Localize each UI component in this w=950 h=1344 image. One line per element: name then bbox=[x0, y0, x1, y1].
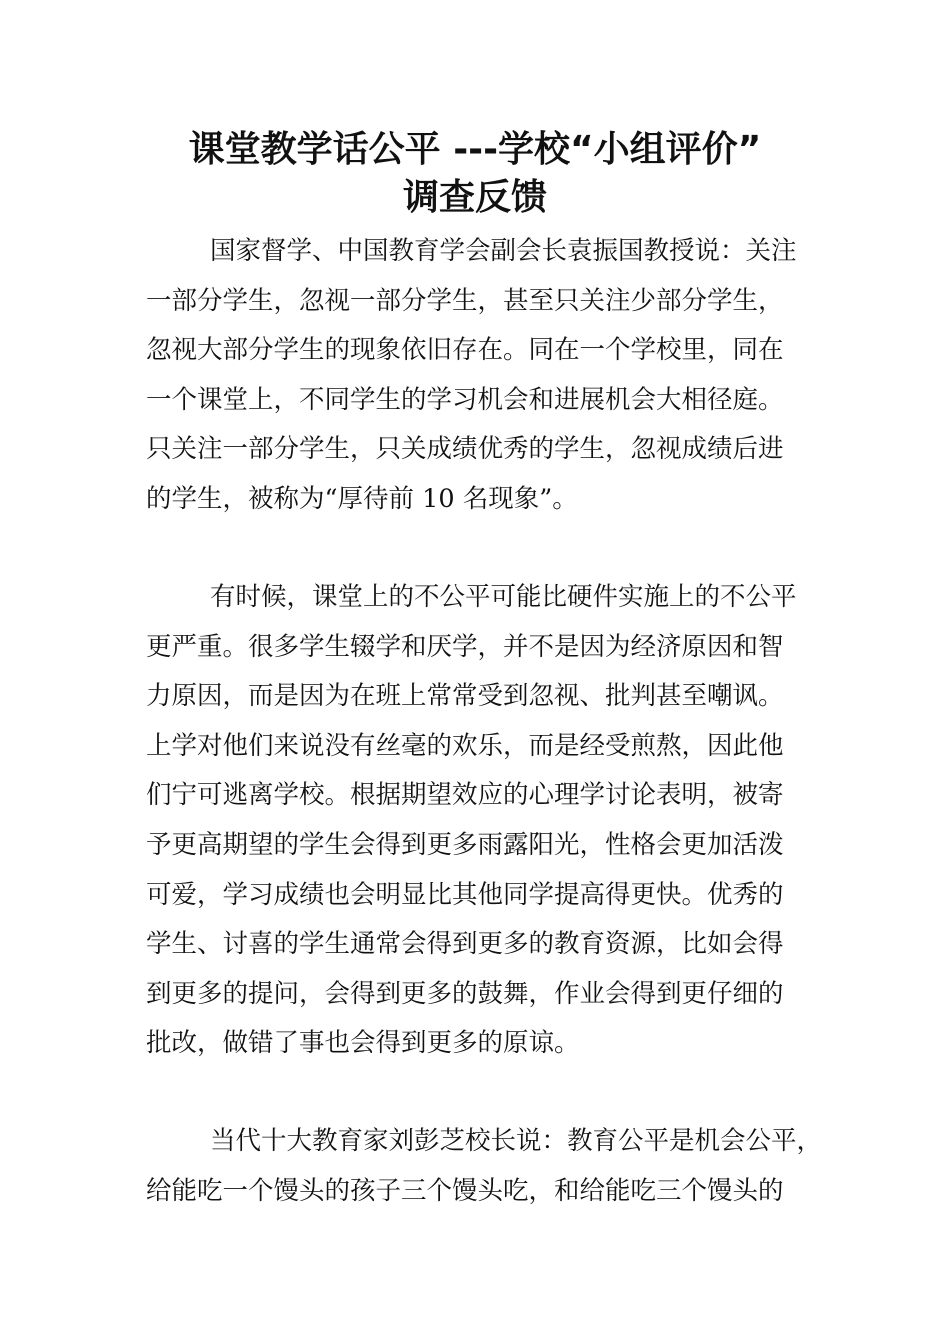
paragraph-line: 们宁可逃离学校。根据期望效应的心理学讨论表明，被寄 bbox=[146, 780, 784, 811]
paragraph-line: 予更高期望的学生会得到更多雨露阳光，性格会更加活泼 bbox=[146, 829, 784, 860]
paragraph-line: 给能吃一个馒头的孩子三个馒头吃，和给能吃三个馒头的 bbox=[146, 1175, 784, 1206]
paragraph-3 bbox=[146, 1117, 826, 1216]
paragraph-line: 到更多的提问，会得到更多的鼓舞，作业会得到更仔细的 bbox=[146, 978, 784, 1009]
paragraph-1 bbox=[146, 227, 826, 525]
document-title-line-2: 调查反馈 bbox=[402, 177, 547, 218]
paragraph-line: 批改，做错了事也会得到更多的原谅。 bbox=[146, 1028, 580, 1059]
paragraph-line: 上学对他们来说没有丝毫的欢乐，而是经受煎熬，因此他 bbox=[146, 730, 784, 761]
paragraph-line: 一个课堂上，不同学生的学习机会和进展机会大相径庭。 bbox=[146, 384, 784, 415]
paragraph-line: 可爱，学习成绩也会明显比其他同学提高得更快。优秀的 bbox=[146, 879, 784, 910]
paragraph-line: 有时候，课堂上的不公平可能比硬件实施上的不公平 bbox=[210, 582, 797, 612]
paragraph-line: 更严重。很多学生辍学和厌学，并不是因为经济原因和智 bbox=[146, 631, 784, 662]
document-title-line-1: 课堂教学话公平 ---学校“小组评价” bbox=[188, 129, 762, 170]
paragraph-2 bbox=[146, 573, 826, 1069]
paragraph-line: 力原因，而是因为在班上常常受到忽视、批判甚至嘲讽。 bbox=[146, 681, 784, 712]
paragraph-line: 当代十大教育家刘彭芝校长说：教育公平是机会公平， bbox=[210, 1126, 823, 1156]
paragraph-line: 的学生，被称为“厚待前 10 名现象”。 bbox=[146, 483, 578, 514]
paragraph-line: 学生、讨喜的学生通常会得到更多的教育资源，比如会得 bbox=[146, 929, 784, 960]
paragraph-line: 忽视大部分学生的现象依旧存在。同在一个学校里，同在 bbox=[146, 335, 784, 366]
paragraph-line: 一部分学生，忽视一部分学生，甚至只关注少部分学生， bbox=[146, 285, 784, 316]
paragraph-line: 国家督学、中国教育学会副会长袁振国教授说：关注 bbox=[210, 236, 797, 266]
paragraph-line: 只关注一部分学生，只关成绩优秀的学生，忽视成绩后进 bbox=[146, 434, 784, 465]
